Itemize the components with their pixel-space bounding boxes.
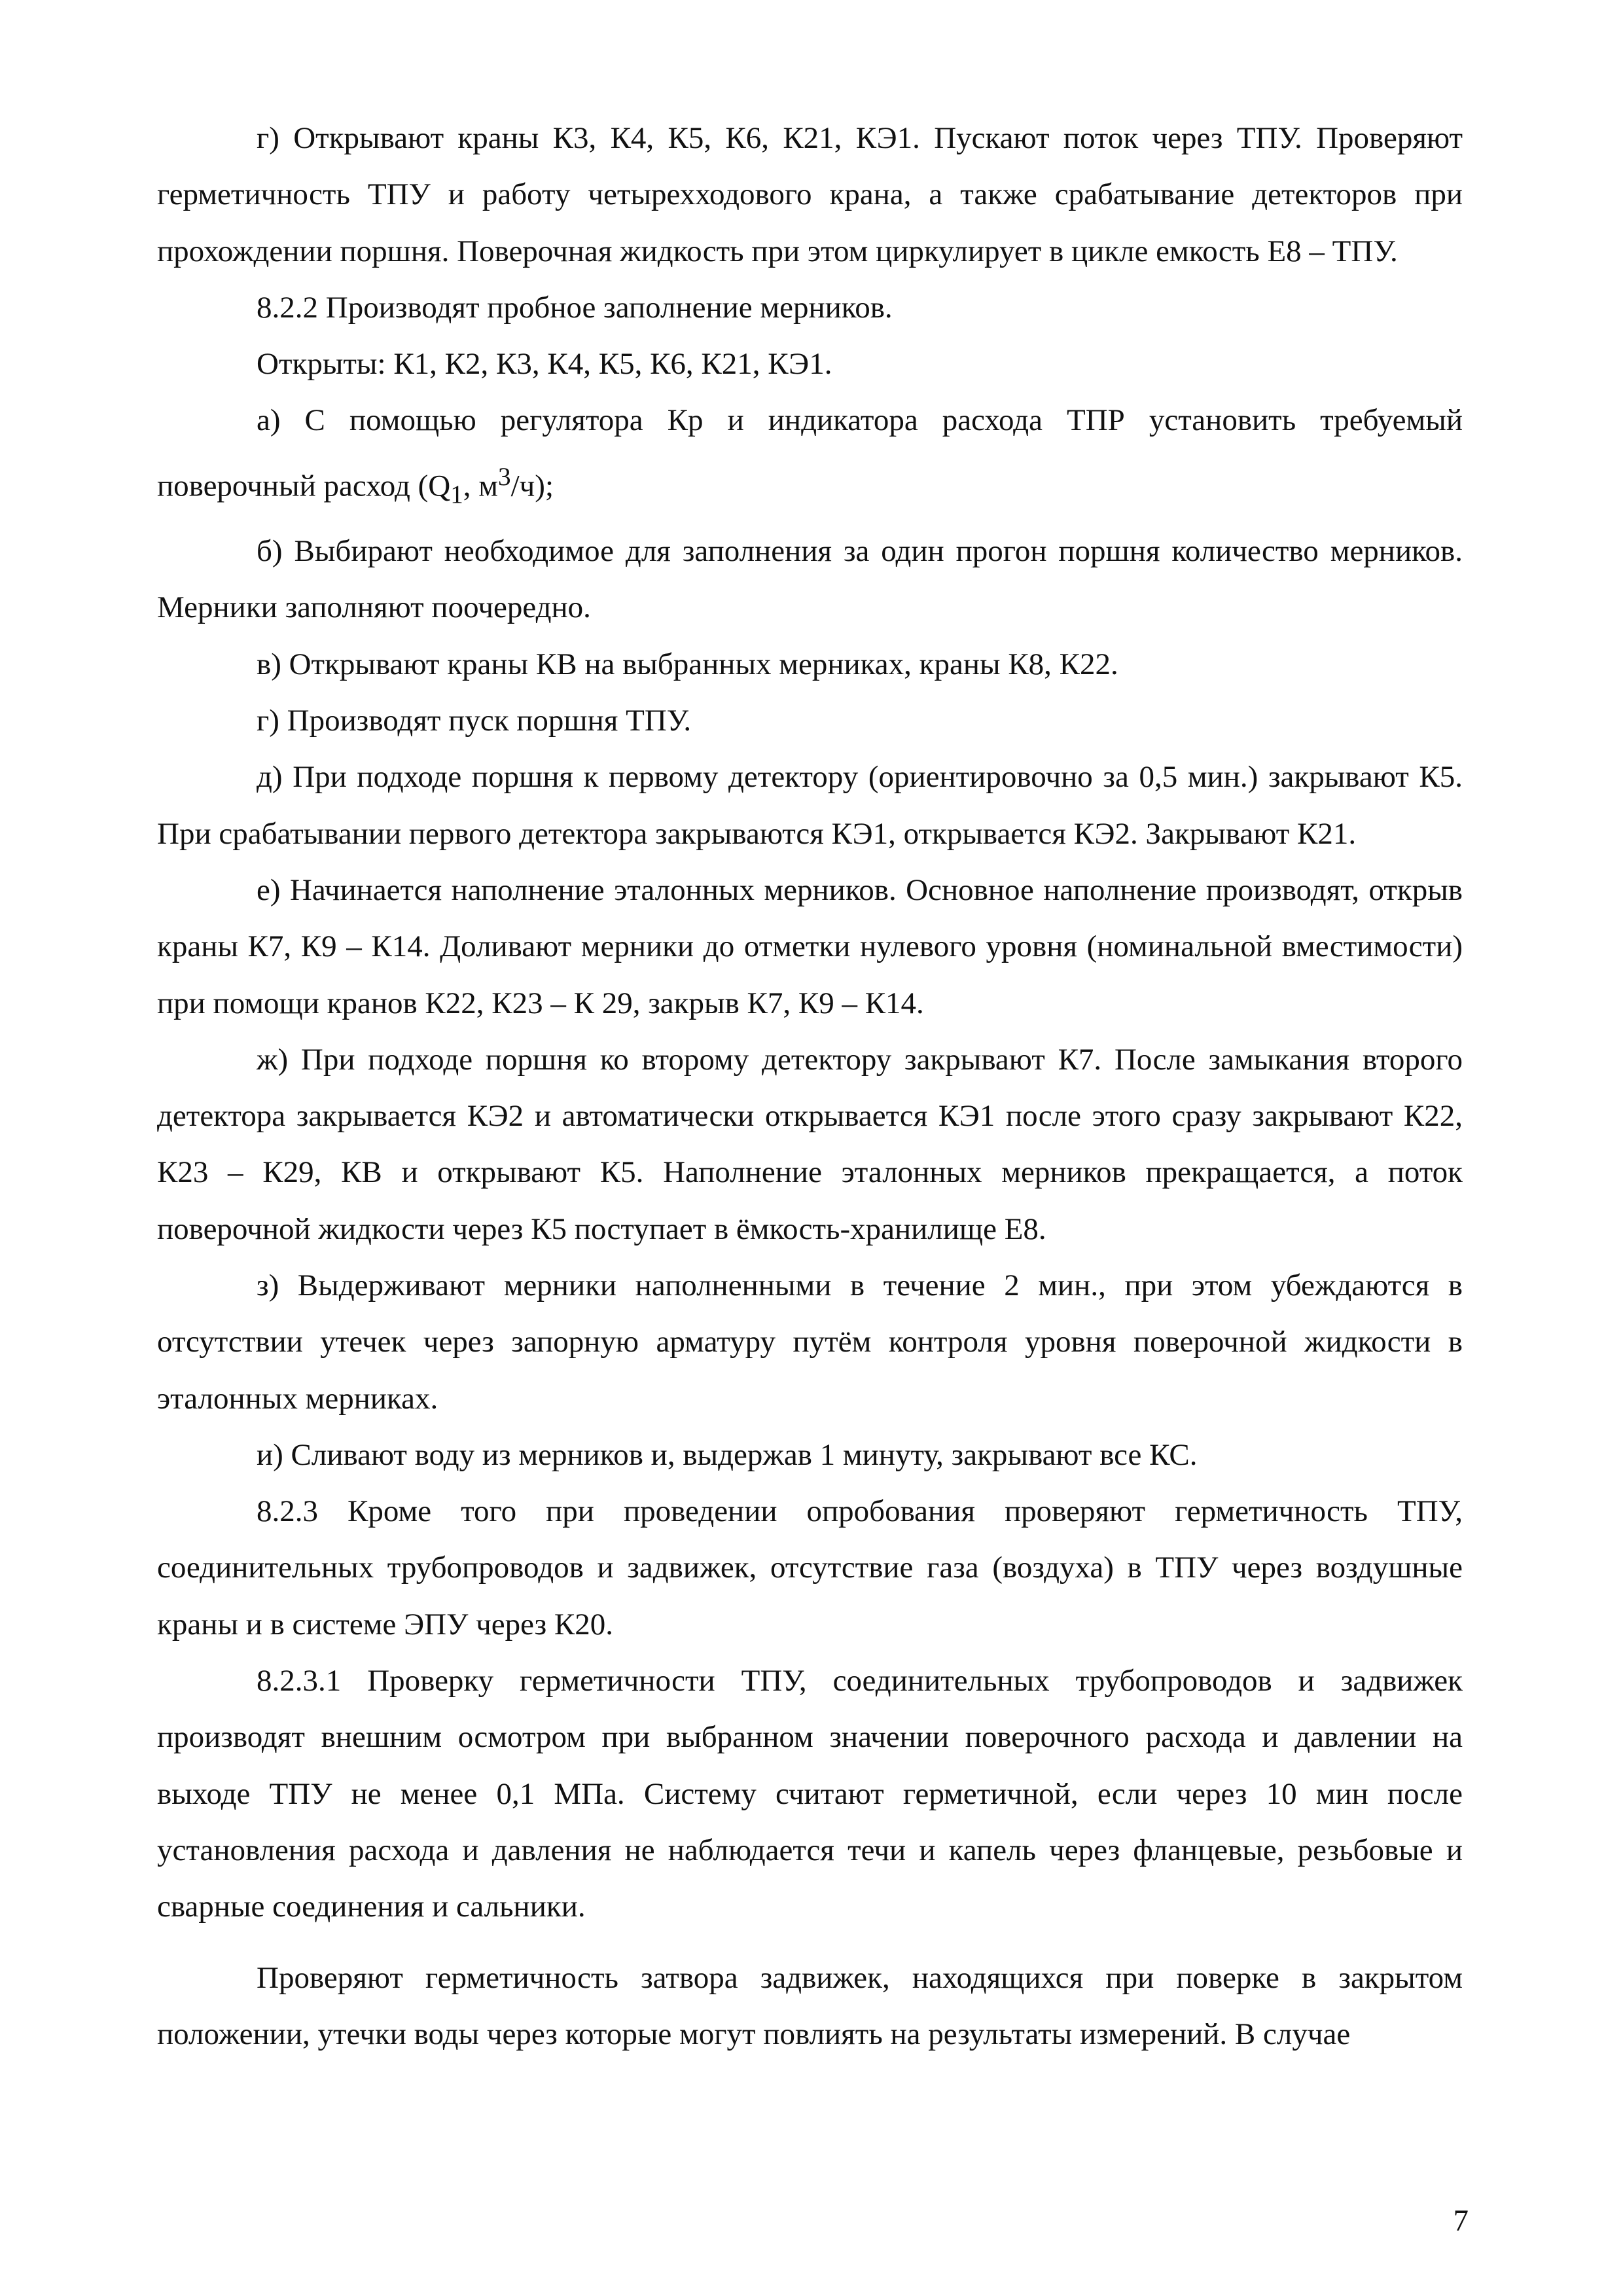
flow-text-middle: , м	[463, 469, 499, 503]
paragraph-b-select: б) Выбирают необходимое для заполнения за один прогон поршня количество мерников. Мерники заполняют поочередно.	[157, 534, 1463, 625]
paragraph-open-list: Открыты: К1, К2, К3, К4, К5, К6, К21, КЭ1.	[257, 347, 832, 382]
paragraph-g-start-piston: г) Производят пуск поршня ТПУ.	[257, 704, 692, 738]
body-text	[157, 110, 1463, 2062]
paragraph-zh-second-detector: ж) При подходе поршня ко второму детектору закрывают К7. После замыкания второго детектора закрывается КЭ2 и автоматически открывается КЭ1 после этого сразу закрывают К22, К23 – К29, КВ и открывают К5. Наполнение эталонных мерников прекращается, а поток поверочной жидкости через К5 поступает в ёмкость-хранилище Е8.	[157, 1042, 1463, 1246]
paragraph-8-2-3-1: 8.2.3.1 Проверку герметичности ТПУ, соединительных трубопроводов и задвижек производят внешним осмотром при выбранном значении поверочного расхода и давлении на выходе ТПУ не менее 0,1 МПа. Систему считают герметичной, если через 10 мин после установления расхода и давления не наблюдается течи и капель через фланцевые, резьбовые и сварные соединения и сальники.	[157, 1664, 1463, 1924]
paragraph-z-hold: з) Выдерживают мерники наполненными в течение 2 мин., при этом убеждаются в отсутствии утечек через запорную арматуру путём контроля уровня поверочной жидкости в эталонных мерниках.	[157, 1268, 1463, 1416]
paragraph-e-filling: е) Начинается наполнение эталонных мерников. Основное наполнение производят, открыв краны К7, К9 – К14. Доливают мерники до отметки нулевого уровня (номинальной вместимости) при помощи кранов К22, К23 – К 29, закрыв К7, К9 – К14.	[157, 872, 1463, 1020]
paragraph-8-2-2: 8.2.2 Производят пробное заполнение мерников.	[257, 290, 893, 325]
paragraph-i-drain: и) Сливают воду из мерников и, выдержав 1 минуту, закрывают все КС.	[257, 1437, 1198, 1472]
flow-superscript: 3	[498, 462, 511, 491]
page-number: 7	[1453, 2204, 1469, 2238]
paragraph-g-open-valves: г) Открывают краны К3, К4, К5, К6, К21, КЭ1. Пускают поток через ТПУ. Проверяют герметичность ТПУ и работу четырехходового крана, а также срабатывание детекторов при прохождении поршня. Поверочная жидкость при этом циркулирует в цикле емкость Е8 – ТПУ.	[157, 121, 1463, 268]
paragraph-v-open-kv: в) Открывают краны КВ на выбранных мерниках, краны К8, К22.	[257, 647, 1118, 681]
paragraph-check-valves: Проверяют герметичность затвора задвижек, находящихся при поверке в закрытом положении, утечки воды через которые могут повлиять на результаты измерений. В случае	[157, 1960, 1463, 2051]
paragraph-a-flow	[157, 392, 1463, 523]
flow-text-end: /ч);	[510, 469, 554, 503]
flow-text-start: а) С помощью регулятора Кр и индикатора расхода ТПР установить требуемый поверочный расход (Q	[157, 403, 1463, 503]
flow-subscript: 1	[450, 480, 463, 509]
paragraph-d-first-detector: д) При подходе поршня к первому детектору (ориентировочно за 0,5 мин.) закрывают К5. При срабатывании первого детектора закрываются КЭ1, открывается КЭ2. Закрывают К21.	[157, 760, 1463, 851]
paragraph-8-2-3: 8.2.3 Кроме того при проведении опробования проверяют герметичность ТПУ, соединительных трубопроводов и задвижек, отсутствие газа (воздуха) в ТПУ через воздушные краны и в системе ЭПУ через К20.	[157, 1494, 1463, 1641]
